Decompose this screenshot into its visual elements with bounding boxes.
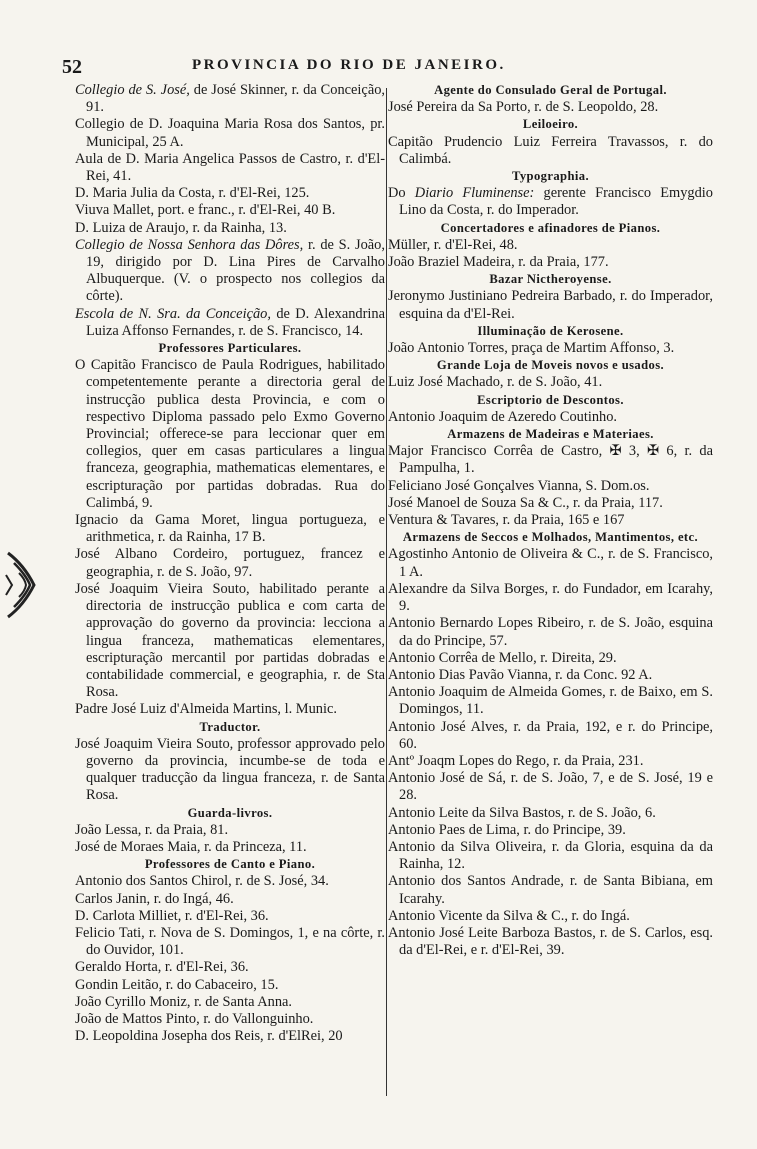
section-heading: Concertadores e afinadores de Pianos.	[440, 220, 661, 235]
directory-entry	[388, 512, 713, 529]
entry-text: Antonio José de Sá, r. de S. João, 7, e de S. José, 19 e 28.	[388, 770, 713, 804]
directory-entry	[388, 770, 713, 804]
section-heading: Escriptorio de Descontos.	[477, 392, 624, 407]
directory-entry	[75, 1028, 385, 1045]
entry-text: Feliciano José Gonçalves Vianna, S. Dom.os.	[388, 477, 650, 494]
running-title: PROVINCIA DO RIO DE JANEIRO.	[192, 57, 506, 73]
directory-entry	[75, 891, 385, 908]
entry-text: Antonio Corrêa de Mello, r. Direita, 29.	[388, 649, 617, 666]
entry-italic-name: Collegio de S. José,	[75, 82, 190, 98]
entry-text: de José Skinner, r. da Conceição, 91.	[86, 82, 386, 116]
entry-text: José Joaquim Vieira Souto, professor approvado pelo governo da provincia, incumbe-se de toda e qualquer traducção da lingua franceza, r. de Santa Rosa.	[75, 735, 385, 804]
directory-entry	[75, 237, 385, 306]
entry-text: Antonio José Leite Barboza Bastos, r. de S. Carlos, esq. da d'El-Rei, e r. d'El-Rei, 39.	[388, 924, 713, 959]
entry-text: Carlos Janin, r. do Ingá, 46.	[75, 890, 234, 907]
entry-text: Aula de D. Maria Angelica Passos de Castro, r. d'El-Rei, 41.	[75, 150, 385, 185]
entry-text: João Antonio Torres, praça de Martim Affonso, 3.	[388, 340, 675, 357]
directory-entry	[388, 667, 713, 684]
entry-text: José Albano Cordeiro, portuguez, francez e geographia, r. de S. João, 97.	[75, 546, 385, 580]
directory-entry	[388, 684, 713, 718]
directory-entry	[388, 805, 713, 822]
entry-text: D. Carlota Milliet, r. d'El-Rei, 36.	[75, 907, 269, 924]
directory-entry	[75, 839, 385, 856]
entry-text: de D. Alexandrina Luiza Affonso Fernandes, r. de S. Francisco, 14.	[86, 305, 385, 339]
directory-entry	[388, 288, 713, 322]
directory-entry	[388, 409, 713, 426]
directory-entry	[75, 185, 385, 202]
directory-entry	[75, 82, 385, 116]
section-heading: Agente do Consulado Geral de Portugal.	[434, 83, 667, 97]
entry-text: Antonio Bernardo Lopes Ribeiro, r. de S. João, esquina da do Principe, 57.	[388, 615, 713, 649]
entry-text: Antonio Paes de Lima, r. do Principe, 39.	[388, 821, 626, 838]
directory-entry	[75, 701, 385, 718]
directory-entry	[75, 581, 385, 701]
section-heading: Leiloeiro.	[522, 117, 579, 132]
entry-text: Padre José Luiz d'Almeida Martins, l. Munic.	[75, 701, 337, 718]
entry-text: r. de S. João, 19, dirigido por D. Lina Pires de Carvalho Albuquerque. (V. o prospecto nos collegios da côrte).	[86, 236, 385, 305]
entry-text: Luiz José Machado, r. de S. João, 41.	[388, 374, 603, 391]
directory-entry	[388, 237, 713, 254]
directory-entry	[75, 512, 385, 546]
entry-text: Ventura & Tavares, r. da Praia, 165 e 167	[388, 512, 625, 529]
column-divider	[386, 88, 387, 1096]
directory-entry	[388, 839, 713, 873]
entry-text: Agostinho Antonio de Oliveira & C., r. de S. Francisco, 1 A.	[388, 546, 713, 580]
entry-text: Felicio Tati, r. Nova de S. Domingos, 1, e na côrte, r. do Ouvidor, 101.	[75, 924, 385, 959]
section-heading: Armazens de Seccos e Molhados, Mantimentos, etc.	[402, 530, 699, 545]
section-heading: Traductor.	[199, 719, 261, 734]
entry-text: Antonio José Alves, r. da Praia, 192, e r. do Principe, 60.	[388, 718, 713, 752]
entry-italic-name: Collegio de Nossa Senhora das Dôres,	[75, 236, 304, 253]
section-heading: Professores Particulares.	[158, 341, 302, 356]
entry-text: D. Luiza de Araujo, r. da Rainha, 13.	[75, 219, 287, 236]
entry-text: Collegio de D. Joaquina Maria Rosa dos Santos, pr. Municipal, 25 A.	[75, 116, 385, 150]
directory-entry	[388, 615, 713, 649]
entry-text: Viuva Mallet, port. e franc., r. d'El-Rei, 40 B.	[75, 202, 336, 219]
entry-text: gerente Francisco Emygdio Lino da Costa, r. do Imperador.	[399, 185, 713, 219]
directory-entry	[75, 546, 385, 580]
directory-entry	[388, 443, 713, 477]
entry-text: Antonio dos Santos Andrade, r. de Santa Bibiana, em Icarahy.	[388, 873, 713, 907]
section-heading: Bazar Nictheroyense.	[489, 272, 612, 287]
directory-entry	[388, 873, 713, 907]
entry-text: D. Maria Julia da Costa, r. d'El-Rei, 125.	[75, 185, 310, 202]
entry-text: João Braziel Madeira, r. da Praia, 177.	[388, 254, 609, 271]
entry-text: D. Leopoldina Josepha dos Reis, r. d'ElRei, 20	[75, 1028, 343, 1045]
directory-entry	[75, 908, 385, 925]
entry-text: Antonio Vicente da Silva & C., r. do Ingá.	[388, 907, 630, 924]
directory-entry	[388, 134, 713, 168]
entry-text: João Cyrillo Moniz, r. de Santa Anna.	[75, 993, 293, 1010]
section-heading: Typographia.	[512, 169, 589, 184]
directory-entry	[75, 925, 385, 959]
entry-text: Antonio Joaquim de Azeredo Coutinho.	[388, 408, 618, 425]
binding-ornament-icon	[4, 545, 38, 625]
page-header	[62, 56, 712, 78]
directory-entry	[388, 719, 713, 753]
directory-entry	[75, 220, 385, 237]
page-number: 52	[62, 56, 82, 78]
entry-text: Antonio Joaquim de Almeida Gomes, r. de Baixo, em S. Domingos, 11.	[388, 684, 713, 718]
entry-text: Gondin Leitão, r. do Cabaceiro, 15.	[75, 976, 279, 993]
directory-entry	[388, 546, 713, 580]
left-column	[75, 82, 385, 1045]
directory-entry	[388, 753, 713, 770]
section-heading: Grande Loja de Moveis novos e usados.	[436, 358, 665, 373]
entry-text: Antonio dos Santos Chirol, r. de S. José, 34.	[75, 873, 329, 890]
entry-text: Capitão Prudencio Luiz Ferreira Travassos, r. do Calimbá.	[388, 133, 713, 167]
right-column	[388, 82, 713, 959]
directory-entry	[75, 151, 385, 185]
directory-entry	[75, 959, 385, 976]
entry-text: Major Francisco Corrêa de Castro, ✠ 3, ✠ 6, r. da Pampulha, 1.	[388, 443, 713, 477]
entry-text: Antonio Leite da Silva Bastos, r. de S. João, 6.	[388, 804, 656, 821]
directory-entry	[75, 873, 385, 890]
directory-entry	[75, 977, 385, 994]
section-heading: Illuminação de Kerosene.	[477, 323, 624, 338]
directory-entry	[75, 736, 385, 805]
section-heading: Guarda-livros.	[187, 805, 273, 820]
entry-text: Ignacio da Gama Moret, lingua portugueza, e arithmetica, r. da Rainha, 17 B.	[75, 512, 385, 546]
entry-text: Antonio da Silva Oliveira, r. da Gloria, esquina da da Rainha, 12.	[388, 838, 713, 873]
entry-text: Geraldo Horta, r. d'El-Rei, 36.	[75, 959, 249, 976]
directory-entry	[388, 650, 713, 667]
directory-entry	[388, 581, 713, 615]
directory-entry	[388, 822, 713, 839]
directory-entry	[388, 478, 713, 495]
directory-entry	[388, 374, 713, 391]
directory-entry	[75, 202, 385, 219]
section-heading: Professores de Canto e Piano.	[144, 857, 316, 872]
entry-text: José de Moraes Maia, r. da Princeza, 11.	[75, 838, 307, 855]
directory-entry	[388, 254, 713, 271]
entry-text: Jeronymo Justiniano Pedreira Barbado, r. do Imperador, esquina da d'El-Rei.	[388, 288, 713, 322]
entry-text: José Pereira da Sa Porto, r. de S. Leopoldo, 28.	[388, 99, 659, 116]
directory-entry	[388, 185, 713, 219]
directory-entry	[75, 116, 385, 150]
entry-italic-name: Escola de N. Sra. da Conceição,	[75, 305, 271, 322]
directory-entry	[75, 306, 385, 340]
entry-text: O Capitão Francisco de Paula Rodrigues, habilitado competentemente perante a directoria geral de instrucção publica desta Provincia, e com o respectivo Diploma passado pelo Exmo Governo Provincial; offerece-se para leccionar quer em collegios, quer em casas particulares a lingua franceza, geographia, mathematicas elementares, e escripturação por partidas dobradas. Rua do Calimbá, 9.	[75, 357, 385, 511]
entry-text: João Lessa, r. da Praia, 81.	[75, 821, 229, 838]
entry-text: Müller, r. d'El-Rei, 48.	[388, 236, 518, 253]
directory-entry	[388, 495, 713, 512]
directory-entry	[388, 340, 713, 357]
entry-text: José Manoel de Souza Sa & C., r. da Praia, 117.	[388, 494, 663, 511]
directory-entry	[75, 994, 385, 1011]
entry-italic-name: Diario Fluminense:	[414, 185, 535, 202]
directory-entry	[388, 925, 713, 959]
directory-entry	[75, 357, 385, 512]
directory-entry	[75, 822, 385, 839]
directory-entry	[388, 99, 713, 116]
entry-text: Antº Joaqm Lopes do Rego, r. da Praia, 231.	[388, 752, 644, 769]
directory-entry	[75, 1011, 385, 1028]
entry-text: Antonio Dias Pavão Vianna, r. da Conc. 92 A.	[388, 666, 653, 683]
entry-prefix: Do	[388, 185, 415, 202]
entry-text: Alexandre da Silva Borges, r. do Fundador, em Icarahy, 9.	[388, 580, 713, 615]
entry-text: João de Mattos Pinto, r. do Vallonguinho.	[75, 1010, 314, 1027]
entry-text: José Joaquim Vieira Souto, habilitado perante a directoria de instrucção publica e com carta de approvação do governo da provincia: lecciona a lingua franceza, mathematicas elementares, escripturação mercantil por partidas dobradas e contabilidade commercial, e geographia, r. de Sta Rosa.	[75, 580, 385, 701]
section-heading: Armazens de Madeiras e Materiaes.	[447, 427, 654, 442]
directory-entry	[388, 908, 713, 925]
